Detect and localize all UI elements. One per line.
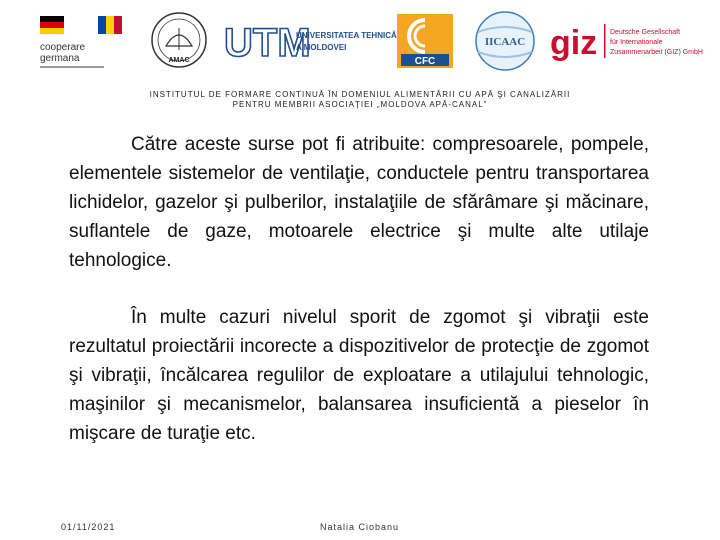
paragraph-2-text: În multe cazuri nivelul sporit de zgomot şi vibraţii este rezultatul proiectării incorecte a dispozitivelor de protecţie de zgomot şi vibraţii, încălcarea regulilor de exploatare a utilajului tehnologic, maşinilor şi mecanismelor, balansarea insuficientă a pieselor în mişcare de turaţie etc. [69,307,649,444]
cooperare-text: cooperare [40,42,86,53]
iicaac-text: IICAAC [484,36,526,48]
paragraph-1-text: Către aceste surse pot fi atribuite: compresoarele, pompele, elementele sistemelor de ventilaţie, conductele pentru transportarea lichidelor, gazelor şi pulberilor, instalaţiile de sfărâmare şi măcinare, suflantele de gaze, motoarele electrice şi multe alte utilaje tehnologice. [69,134,649,271]
utm-text-1: UNIVERSITATEA TEHNICĂ [296,31,397,40]
cfc-text: CFC [414,56,436,67]
cooperare-germana-logo [36,10,128,72]
giz-text-1: Deutsche Gesellschaft [610,29,681,36]
amac-label: AMAC [168,57,190,64]
footer-author: Natalia Ciobanu [320,522,400,532]
giz-text-3: Zusammenarbeit (GIZ) GmbH [610,49,703,56]
giz-mark: giz [550,24,598,62]
utm-mark: UTM [224,21,311,65]
utm-logo [222,10,397,72]
institute-header-line-1: INSTITUTUL DE FORMARE CONTINUĂ ÎN DOMENIUL ALIMENTĂRII CU APĂ ŞI CANALIZĂRII [149,90,571,99]
giz-logo [550,10,703,72]
amac-logo [144,10,214,72]
footer-date: 01/11/2021 [61,522,116,532]
utm-text-2: A MOLDOVEI [296,43,347,52]
institute-header-line-2: PENTRU MEMBRII ASOCIAŢIEI „MOLDOVA APĂ-CANAL” [232,100,488,109]
body-paragraph-2 [69,303,649,448]
germana-text: germana [40,53,80,64]
iicaac-logo [468,10,542,72]
cfc-logo [395,10,455,72]
body-paragraph-1 [69,130,649,275]
giz-text-2: für Internationale [610,39,663,46]
